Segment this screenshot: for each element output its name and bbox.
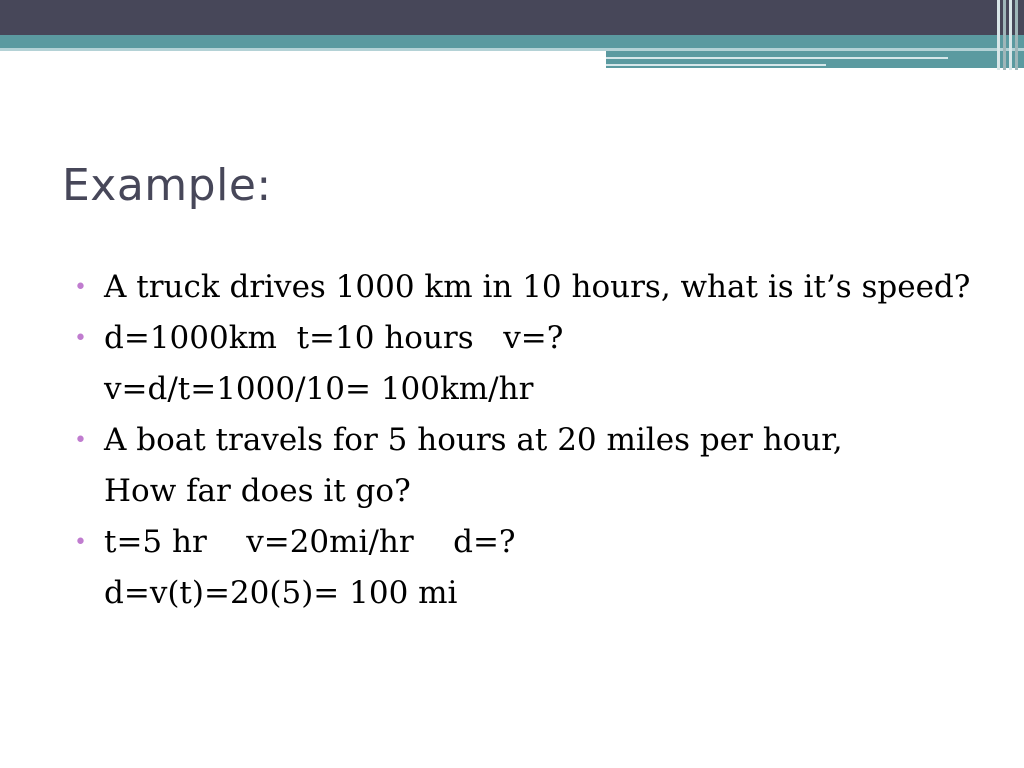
slide-title: Example: [62,160,272,211]
bullet-icon [74,262,87,313]
slide-body [74,262,974,619]
bullet-item [74,313,974,364]
header-stripes [994,0,1024,70]
bullet-text: d=1000km t=10 hours v=? [104,320,564,356]
header-accent-line [606,57,948,59]
header-stripe [997,0,1000,70]
bullet-item [74,262,974,313]
bullet-text: t=5 hr v=20mi/hr d=? [104,524,516,560]
header-stripe [1003,0,1006,70]
header-accent-line [606,64,826,66]
bullet-text: A truck drives 1000 km in 10 hours, what is it’s speed? [104,269,971,305]
bullet-icon [74,313,87,364]
header-stripe [1015,0,1018,70]
bullet-text: A boat travels for 5 hours at 20 miles per hour, [104,422,843,458]
header-dark-band [0,0,1024,35]
continuation-line [74,466,974,517]
continuation-line [74,568,974,619]
bullet-item [74,517,974,568]
bullet-item [74,415,974,466]
header-stripe [1009,0,1012,70]
continuation-line [74,364,974,415]
continuation-text: v=d/t=1000/10= 100km/hr [104,371,534,407]
header-teal-band [0,35,1024,48]
bullet-icon [74,517,87,568]
bullet-icon [74,415,87,466]
continuation-text: d=v(t)=20(5)= 100 mi [104,575,458,611]
continuation-text: How far does it go? [104,473,411,509]
